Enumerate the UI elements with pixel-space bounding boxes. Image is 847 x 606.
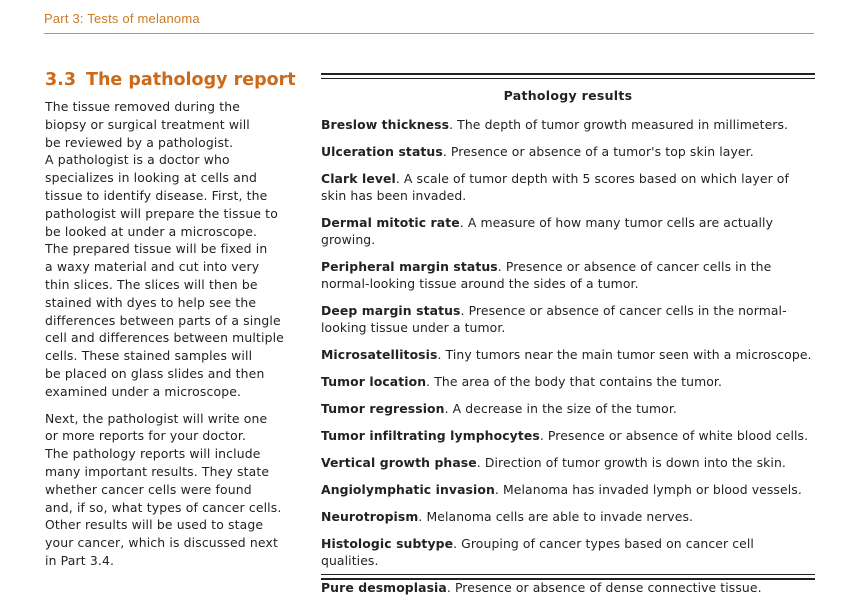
header-rule xyxy=(44,33,814,34)
result-term: Tumor location xyxy=(321,374,427,389)
result-description: . A scale of tumor depth with 5 scores based on which layer of skin has been invaded. xyxy=(321,171,789,203)
table-row xyxy=(321,302,815,336)
table-row xyxy=(321,258,815,292)
result-description: . Melanoma cells are able to invade nerves. xyxy=(418,509,694,524)
section-number: 3.3 xyxy=(45,70,77,90)
result-term: Tumor infiltrating lymphocytes xyxy=(321,428,540,443)
paragraph-intro: The tissue removed during the biopsy or surgical treatment will be reviewed by a pathologist. A pathologist is a doctor who specializes in looking at cells and tissue to identify disease. First, the pathologist will prepare the tissue to be looked at under a microscope. The prepared tissue will be fixed in a waxy material and cut into very thin slices. The slices will then be stained with dyes to help see the differences between parts of a single cell and differences between multiple cells. These stained samples will be placed on glass slides and then examined under a microscope. xyxy=(45,99,284,399)
left-column xyxy=(45,70,296,579)
table-row xyxy=(321,427,815,444)
section-title xyxy=(45,70,296,90)
result-term: Ulceration status xyxy=(321,144,443,159)
result-description: . Melanoma has invaded lymph or blood vessels. xyxy=(494,482,802,497)
table-top-rule xyxy=(321,73,815,79)
result-description: . Presence or absence of cancer cells in the normal-looking tissue around the sides of a tumor. xyxy=(321,259,772,291)
result-description: . The area of the body that contains the tumor. xyxy=(426,374,723,389)
table-row xyxy=(321,373,815,390)
table-row xyxy=(321,579,815,596)
result-term: Vertical growth phase xyxy=(321,455,477,470)
result-description: . Grouping of cancer types based on cancer cell qualities. xyxy=(321,536,754,568)
result-description: . A decrease in the size of the tumor. xyxy=(444,401,677,416)
result-term: Pure desmoplasia xyxy=(321,580,447,595)
paragraph-reports: Next, the pathologist will write one or more reports for your doctor. The pathology reports will include many important results. They state whether cancer cells were found and, if so, what types of cancer cells. Other results will be used to stage your cancer, which is discussed next in Part 3.4. xyxy=(45,410,282,568)
result-term: Deep margin status xyxy=(321,303,461,318)
result-description: . Presence or absence of a tumor's top skin layer. xyxy=(442,144,754,159)
result-term: Tumor regression xyxy=(321,401,445,416)
result-term: Breslow thickness xyxy=(321,117,450,132)
table-row xyxy=(321,454,815,471)
result-description: . Presence or absence of white blood cells. xyxy=(539,428,809,443)
table-rows xyxy=(321,116,815,596)
result-term: Neurotropism xyxy=(321,509,419,524)
result-description: . Direction of tumor growth is down into the skin. xyxy=(476,455,786,470)
section-title-text: The pathology report xyxy=(86,70,296,90)
table-row xyxy=(321,400,815,417)
table-row xyxy=(321,508,815,525)
result-term: Clark level xyxy=(321,171,396,186)
result-term: Dermal mitotic rate xyxy=(321,215,460,230)
result-description: . The depth of tumor growth measured in millimeters. xyxy=(449,117,789,132)
pathology-results-table xyxy=(321,73,815,606)
result-description: . A measure of how many tumor cells are actually growing. xyxy=(321,215,774,247)
table-row xyxy=(321,535,815,569)
result-term: Microsatellitosis xyxy=(321,347,438,362)
result-description: . Presence or absence of cancer cells in the normal-looking tissue under a tumor. xyxy=(321,303,787,335)
table-row xyxy=(321,346,815,363)
table-row xyxy=(321,116,815,133)
table-bottom-rule xyxy=(321,574,815,580)
table-row xyxy=(321,170,815,204)
page-header: Part 3: Tests of melanoma xyxy=(44,11,200,26)
result-term: Angiolymphatic invasion xyxy=(321,482,495,497)
result-term: Peripheral margin status xyxy=(321,259,498,274)
result-description: . Tiny tumors near the main tumor seen with a microscope. xyxy=(437,347,812,362)
table-row xyxy=(321,143,815,160)
result-term: Histologic subtype xyxy=(321,536,454,551)
result-description: . Presence or absence of dense connective tissue. xyxy=(446,580,762,595)
table-row xyxy=(321,481,815,498)
table-row xyxy=(321,214,815,248)
table-title: Pathology results xyxy=(503,88,633,103)
